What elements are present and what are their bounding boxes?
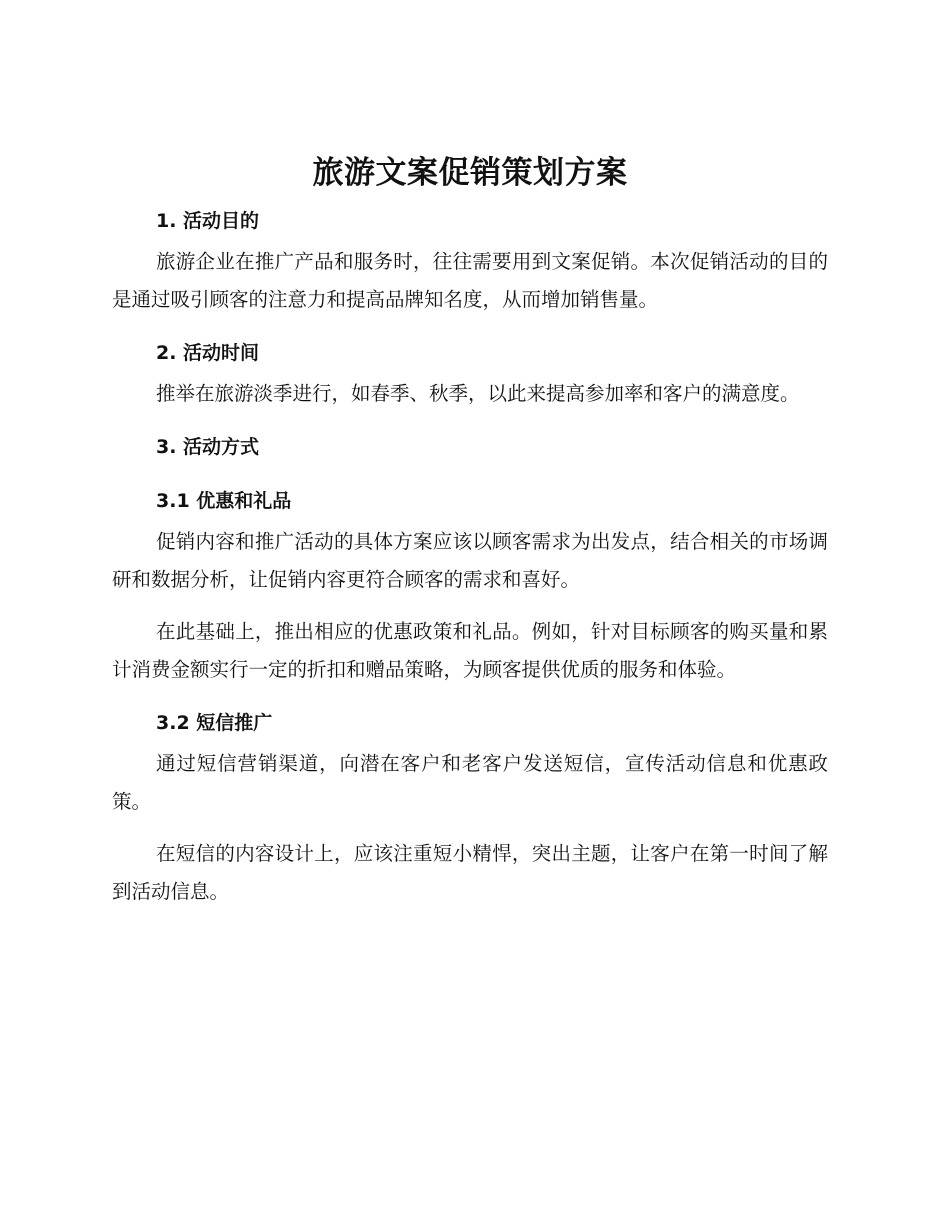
- paragraph: 在短信的内容设计上，应该注重短小精悍，突出主题，让客户在第一时间了解到活动信息。: [112, 842, 828, 903]
- section-heading: 3.1 优惠和礼品: [156, 490, 292, 512]
- section-purpose: [112, 201, 828, 319]
- paragraph: 促销内容和推广活动的具体方案应该以顾客需求为出发点，结合相关的市场调研和数据分析，让促销内容更符合顾客的需求和喜好。: [112, 530, 828, 591]
- paragraph: 推举在旅游淡季进行，如春季、秋季，以此来提高参加率和客户的满意度。: [156, 382, 800, 405]
- section-heading: 3. 活动方式: [156, 436, 260, 458]
- paragraph: 旅游企业在推广产品和服务时，往往需要用到文案促销。本次促销活动的目的是通过吸引顾客的注意力和提高品牌知名度，从而增加销售量。: [112, 250, 828, 311]
- section-heading: 2. 活动时间: [156, 342, 260, 364]
- document-body: [112, 147, 828, 911]
- section-method: [112, 427, 828, 467]
- document-title: 旅游文案促销策划方案: [312, 155, 628, 191]
- section-discounts-gifts: [112, 481, 828, 689]
- section-heading: 3.2 短信推广: [156, 712, 273, 734]
- section-sms-promotion: [112, 703, 828, 911]
- paragraph: 在此基础上，推出相应的优惠政策和礼品。例如，针对目标顾客的购买量和累计消费金额实行一定的折扣和赠品策略，为顾客提供优质的服务和体验。: [112, 620, 828, 681]
- section-time: [112, 333, 828, 413]
- paragraph: 通过短信营销渠道，向潜在客户和老客户发送短信，宣传活动信息和优惠政策。: [112, 752, 828, 813]
- section-heading: 1. 活动目的: [156, 210, 260, 232]
